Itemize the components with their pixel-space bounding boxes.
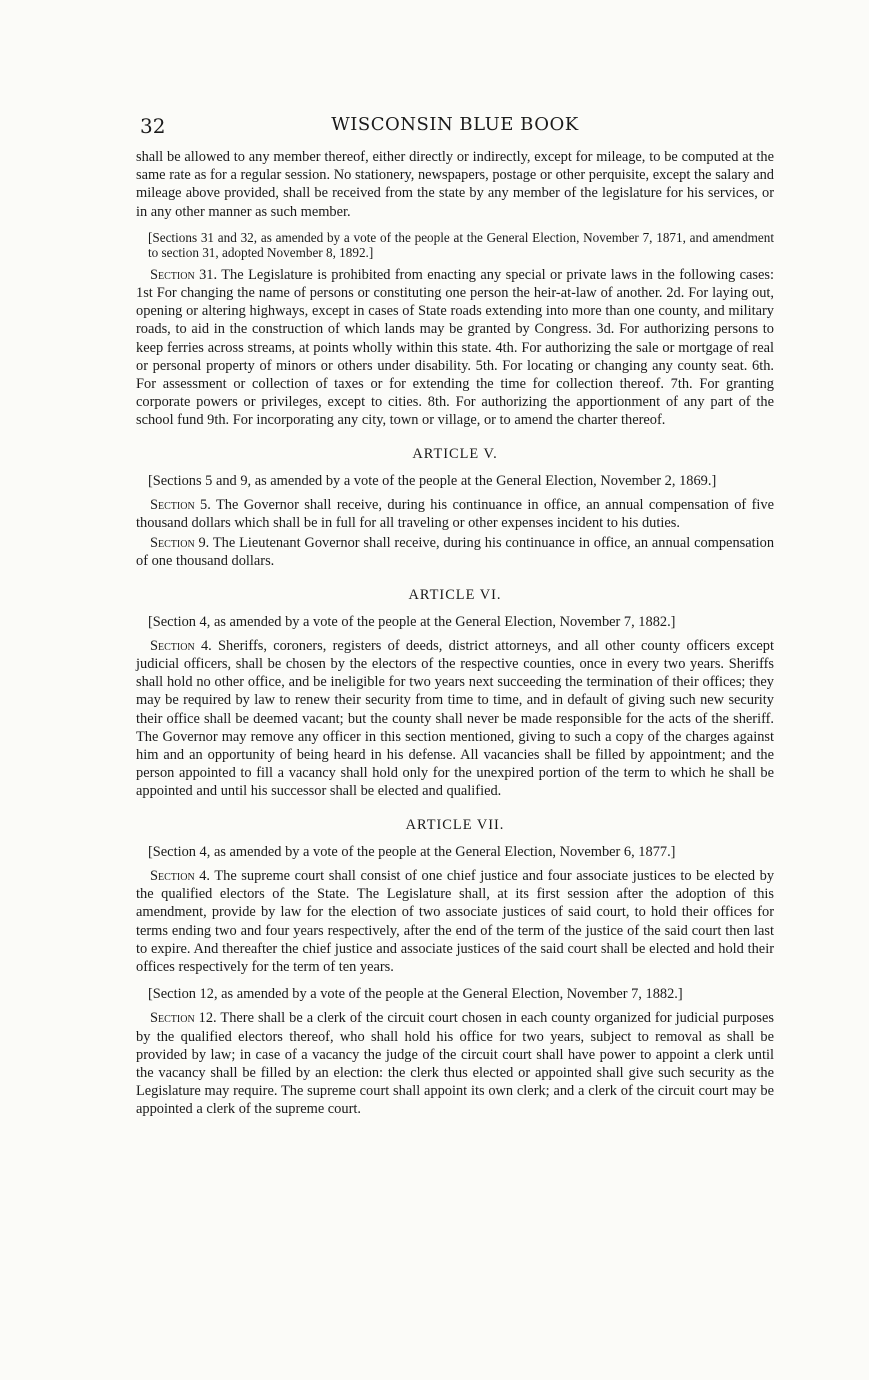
amendment-note: [Section 4, as amended by a vote of the people at the General Election, November 6, 1877.] (148, 843, 676, 860)
section-paragraph (136, 496, 774, 532)
section-text: The supreme court shall consist of one chief justice and four associate justices to be elected by the qualified electors of the State. The Legislature shall, at its first session after the adoption of this amendment, provide by law for the election of two associate justices of said court, to hold their offices for terms ending two and four years respectively, after the end of the term of the justice of the said court then last to expire. And thereafter the chief justice and associate justices of the said court shall be elected and hold their offices respectively for the term of ten years. (136, 867, 775, 975)
section-text: The Governor shall receive, during his continuance in office, an annual compensation of five thousand dollars which shall be in full for all traveling or other expenses incident to his duties. (136, 496, 774, 532)
intro-paragraph: shall be allowed to any member thereof, either directly or indirectly, except for mileage, to be computed at the same rate as for a regular session. No stationery, newspapers, postage or other perquisite, except the salary and mileage above provided, shall be received from the state by any member of the legislature for his services, or in any other manner as such member. (136, 149, 774, 220)
section-text: There shall be a clerk of the circuit court chosen in each county organized for judicial purposes by the qualified electors thereof, who shall hold his office for two years, subject to removal as shall be provided by law; in case of a vacancy the judge of the circuit court shall have power to appoint a clerk until the vacancy shall be filled by an election: the clerk thus elected or appointed shall give such security as the Legislature may require. The supreme court shall appoint its own clerk; and a clerk of the circuit court may be appointed a clerk of the supreme court. (136, 1010, 775, 1118)
section-label: Section 4. (150, 867, 211, 884)
section-label: Section 4. (150, 637, 212, 654)
section-paragraph (136, 266, 774, 430)
document-page (136, 108, 774, 1119)
section-paragraph (136, 637, 774, 801)
running-head: WISCONSIN BLUE BOOK (331, 114, 579, 135)
amendment-note: [Section 4, as amended by a vote of the people at the General Election, November 7, 1882.] (148, 613, 676, 630)
amendment-note: [Sections 31 and 32, as amended by a vote of the people at the General Election, November 7, 1871, and amendment to section 31, adopted November 8, 1892.] (148, 229, 774, 260)
page-header (136, 108, 774, 148)
section-label: Section 31. (150, 266, 218, 283)
section-text: Sheriffs, coroners, registers of deeds, district attorneys, and all other county officers except judicial officers, shall be chosen by the electors of the respective counties, once in every two years. Sheriffs shall hold no other office, and be ineligible for two years next succeeding the termination of their offices; they may be required by law to renew their security from time to time, and in default of giving such new security their office shall be deemed vacant; but the county shall never be made responsible for the acts of the sheriff. The Governor may remove any officer in this section mentioned, giving to such a copy of the charges against him and an opportunity of being heard in his defense. All vacancies shall be filled by appointment; and the person appointed to fill a vacancy shall hold only for the unexpired portion of the term to which he shall be appointed and until his successor shall be elected and qualified. (136, 637, 774, 800)
article-heading: ARTICLE VI. (408, 586, 502, 603)
section-paragraph (136, 867, 774, 976)
section-paragraph (136, 1009, 774, 1118)
section-text: The Lieutenant Governor shall receive, during his continuance in office, an annual compensation of one thousand dollars. (136, 535, 775, 570)
page-number: 32 (140, 114, 166, 138)
section-paragraph (136, 534, 774, 570)
section-label: Section 12. (150, 1010, 217, 1027)
section-text: The Legislature is prohibited from enacting any special or private laws in the following cases: 1st For changing the name of persons or constituting one person the heir-at-law of another. 2d. For laying out, opening or altering highways, except in cases of State roads extending into more than one county, and military roads, to aid in the construction of which lands may be granted by Congress. 3d. For authorizing persons to keep ferries across streams, at points wholly within this state. 4th. For authorizing the sale or mortgage of real or personal property of minors or others under disability. 5th. For locating or changing any county seat. 6th. For assessment or collection of taxes or for extending the time for collection thereof. 7th. For granting corporate powers or privileges, except to cities. 8th. For authorizing the apportionment of any part of the school fund 9th. For incorporating any city, town or village, or to amend the charter thereof. (136, 266, 774, 429)
amendment-note: [Sections 5 and 9, as amended by a vote of the people at the General Election, November 2, 1869.] (148, 472, 717, 489)
article-heading: ARTICLE VII. (405, 816, 505, 833)
article-heading: ARTICLE V. (412, 445, 498, 462)
section-label: Section 9. (150, 535, 210, 552)
amendment-note: [Section 12, as amended by a vote of the people at the General Election, November 7, 1882.] (148, 986, 683, 1003)
section-label: Section 5. (150, 496, 211, 513)
